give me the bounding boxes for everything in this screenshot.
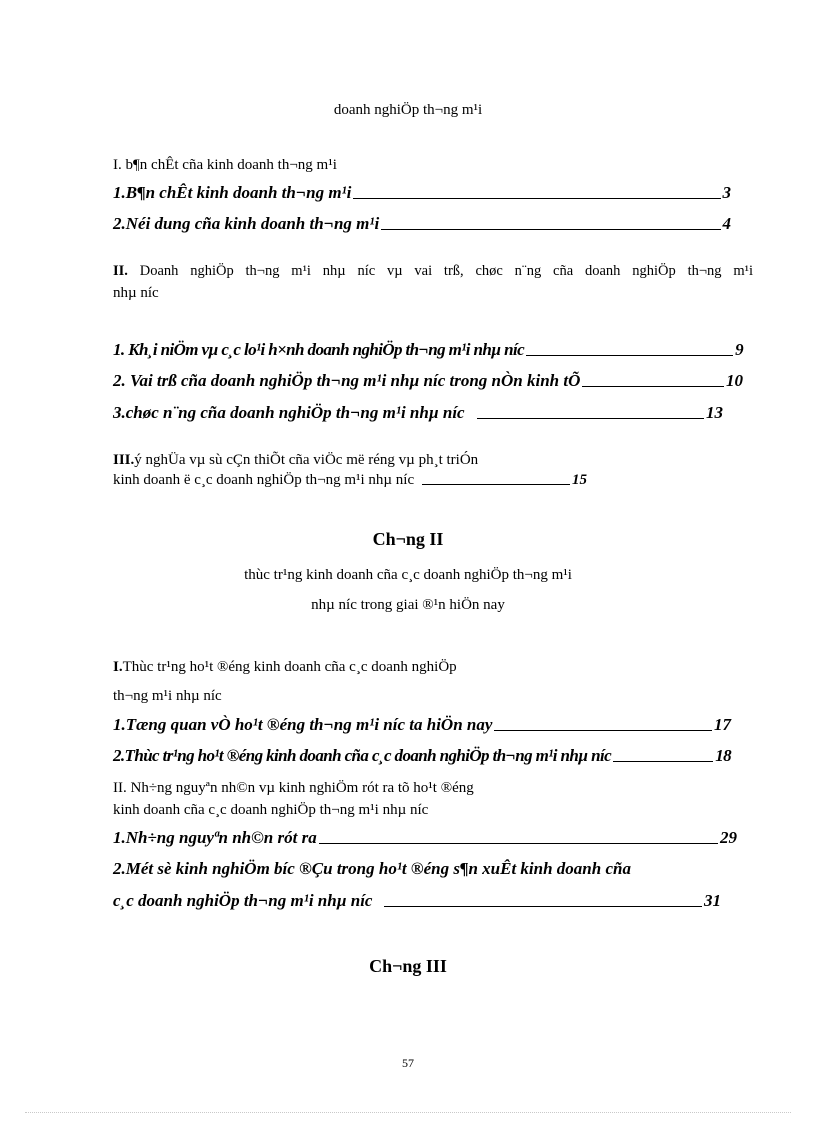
toc-entry-label: 1. Kh¸i niÖm vµ c¸c lo¹i h×nh doanh nghiÖp th¬ng m¹i nhµ níc	[113, 340, 525, 359]
page-number: 57	[402, 1056, 414, 1070]
toc-page-number: 3	[722, 183, 731, 202]
chapter-3-title: Ch¬ng III	[369, 956, 447, 976]
section-2-heading-line1	[113, 263, 753, 280]
toc-page-number: 10	[726, 371, 743, 390]
toc-leader	[477, 418, 704, 419]
page-bottom-rule	[25, 1112, 791, 1113]
toc-entry[interactable]	[113, 891, 721, 911]
section-2-heading-text: Doanh nghiÖp th¬ng m¹i nhµ níc vµ vai trß, chøc n¨ng cña doanh nghiÖp th¬ng m¹i	[127, 263, 753, 279]
section-3-roman: III.	[113, 452, 135, 468]
toc-entry-label: 2. Vai trß cña doanh nghiÖp th¬ng m¹i nhµ níc trong nÒn kinh tÕ	[113, 371, 581, 390]
ch2-section-1-heading-text: Thùc tr¹ng ho¹t ®éng kinh doanh cña c¸c doanh nghiÖp	[122, 659, 457, 675]
ch2-section-1-roman: I.	[113, 659, 123, 675]
toc-page-number: 13	[706, 403, 723, 422]
toc-leader	[353, 198, 720, 199]
ch2-section-2-heading-line1: II. Nh÷ng nguyªn nh©n vµ kinh nghiÖm rót ra tõ ho¹t ®éng	[113, 780, 474, 796]
chapter-2-subtitle-line2: nhµ níc trong giai ®¹n hiÖn nay	[311, 597, 505, 613]
toc-leader	[613, 761, 713, 762]
toc-page-number: 18	[715, 746, 731, 765]
toc-entry-label: c¸c doanh nghiÖp th¬ng m¹i nhµ níc	[113, 891, 373, 910]
toc-leader	[494, 730, 712, 731]
toc-entry-label: 1.B¶n chÊt kinh doanh th¬ng m¹i	[113, 183, 352, 202]
toc-page-number: 15	[572, 472, 587, 488]
section-3-heading-line1	[113, 452, 478, 469]
section-2-roman: II.	[113, 263, 128, 279]
toc-leader	[319, 843, 718, 844]
chapter-2-subtitle-line1: thùc tr¹ng kinh doanh cña c¸c doanh nghiÖp th¬ng m¹i	[244, 567, 572, 583]
toc-entry[interactable]	[113, 746, 731, 766]
toc-entry-label-line1: 2.Mét sè kinh nghiÖm bíc ®Çu trong ho¹t ®éng s¶n xuÊt kinh doanh cña	[113, 859, 631, 878]
ch2-section-1-heading-line1	[113, 659, 457, 676]
toc-leader	[381, 229, 720, 230]
toc-entry[interactable]	[113, 403, 723, 423]
toc-page-number: 4	[722, 214, 731, 233]
toc-entry[interactable]	[113, 340, 743, 360]
toc-page-number: 29	[720, 828, 737, 847]
toc-entry-label: 2.Thùc tr¹ng ho¹t ®éng kinh doanh cña c¸c doanh nghiÖp th¬ng m¹i nhµ níc	[113, 746, 612, 765]
ch2-section-2-heading-line2: kinh doanh cña c¸c doanh nghiÖp th¬ng m¹i nhµ níc	[113, 802, 429, 818]
section-3-heading-text: ý nghÜa vµ sù cÇn thiÕt cña viÖc më réng vµ ph¸t triÓn	[134, 452, 479, 468]
toc-leader	[526, 355, 733, 356]
toc-entry[interactable]	[113, 183, 731, 203]
toc-entry[interactable]	[113, 371, 743, 391]
toc-entry-label: kinh doanh ë c¸c doanh nghiÖp th¬ng m¹i nhµ níc	[113, 472, 415, 488]
toc-leader	[384, 906, 702, 907]
ch2-section-1-heading-line2: th¬ng m¹i nhµ níc	[113, 688, 222, 704]
section-2-heading-line2: nhµ níc	[113, 285, 159, 301]
toc-leader	[582, 386, 724, 387]
toc-entry[interactable]	[113, 715, 731, 735]
toc-entry-label: 3.chøc n¨ng cña doanh nghiÖp th¬ng m¹i nhµ níc	[113, 403, 465, 422]
toc-entry-label: 2.Néi dung cña kinh doanh th¬ng m¹i	[113, 214, 380, 233]
toc-page-number: 31	[704, 891, 721, 910]
toc-entry-label: 1.Tæng quan vÒ ho¹t ®éng th¬ng m¹i níc ta hiÖn nay	[113, 715, 493, 734]
toc-entry[interactable]	[113, 472, 587, 489]
toc-entry[interactable]	[113, 214, 731, 234]
toc-entry[interactable]	[113, 828, 737, 848]
section-1-heading: I. b¶n chÊt cña kinh doanh th¬ng m¹i	[113, 157, 337, 173]
document-header-title: doanh nghiÖp th¬ng m¹i	[333, 102, 483, 118]
chapter-2-title: Ch¬ng II	[372, 529, 444, 549]
toc-page-number: 17	[714, 715, 731, 734]
toc-page-number: 9	[735, 340, 743, 359]
toc-leader	[422, 484, 570, 485]
toc-entry-label: 1.Nh÷ng nguyªn nh©n rót ra	[113, 828, 317, 847]
